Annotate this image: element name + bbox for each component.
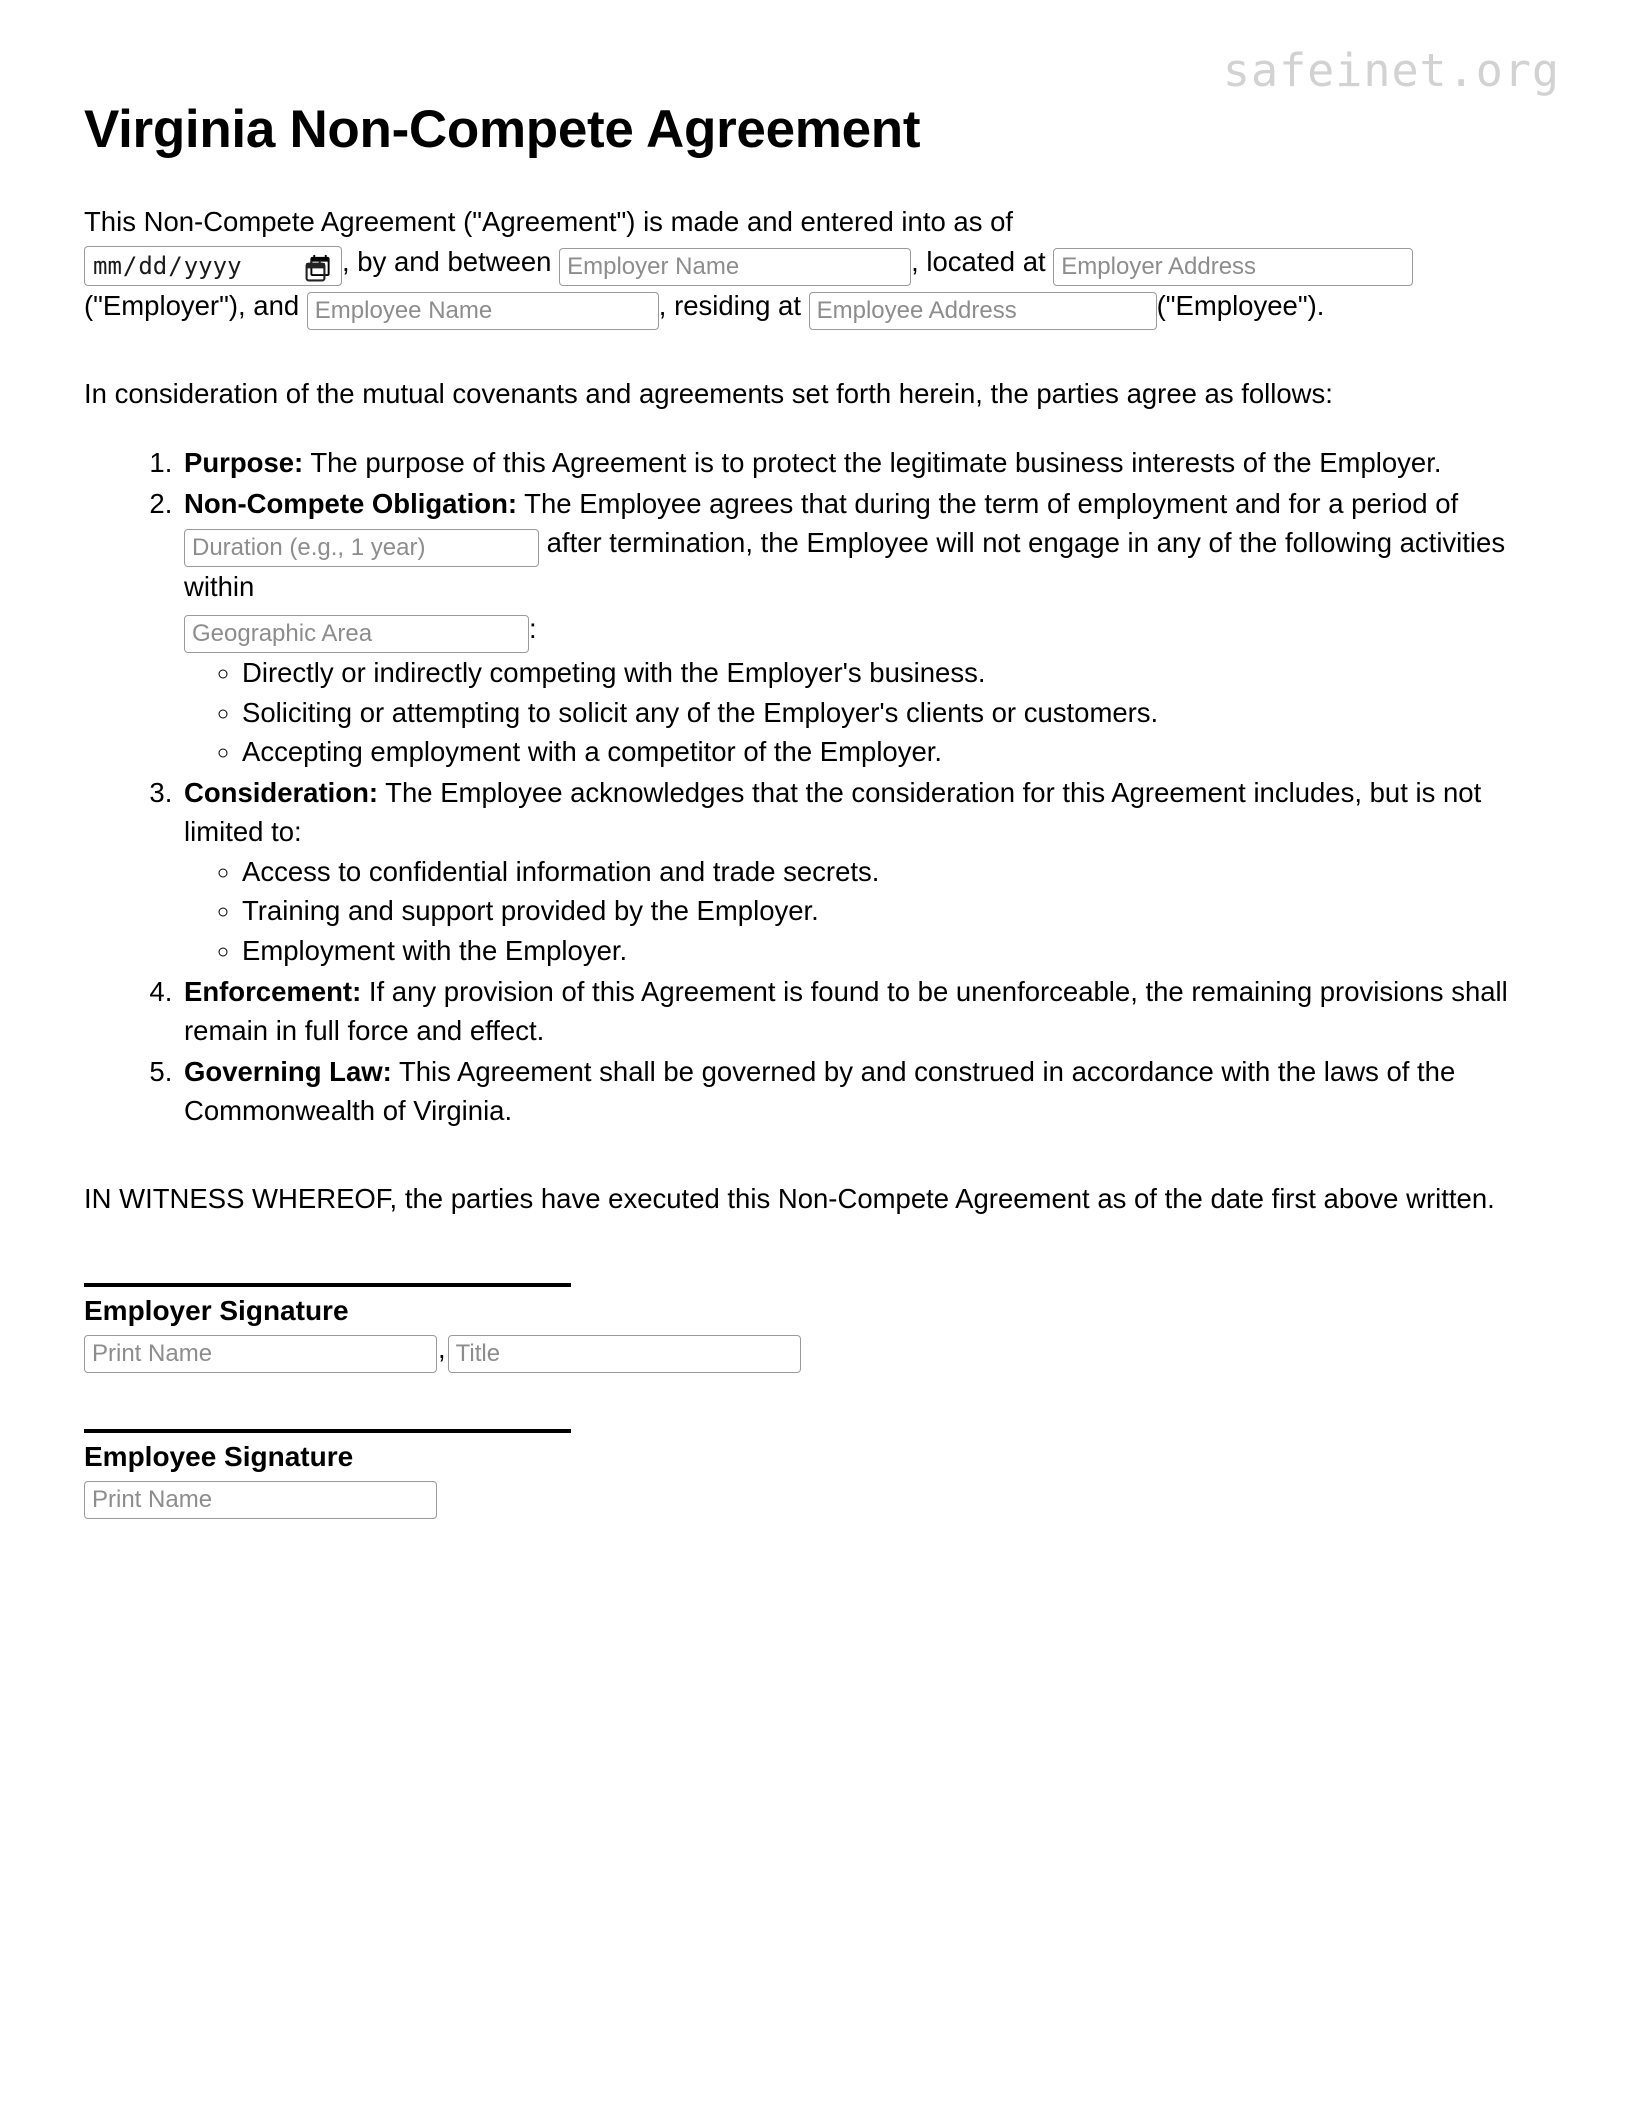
page-title: Virginia Non-Compete Agreement	[84, 100, 921, 159]
site-brand-watermark: safeinet.org	[1222, 44, 1560, 97]
list-item: ◦ Employment with the Employer.	[242, 931, 1560, 971]
employee-signature-line	[84, 1429, 571, 1433]
employer-print-name-input[interactable]	[84, 1335, 437, 1373]
intro-lead-text: This Non-Compete Agreement ("Agreement") is made and entered into as of	[84, 205, 1014, 237]
employer-signature-line	[84, 1283, 571, 1287]
term-item-governing-law	[180, 1052, 1560, 1131]
employee-print-name-input[interactable]	[84, 1481, 437, 1519]
term-label-enforcement: Enforcement:	[184, 975, 362, 1007]
term-text-enforcement: If any provision of this Agreement is found to be unenforceable, the remaining provisions shall remain in full force and effect.	[184, 975, 1508, 1047]
employee-address-input[interactable]	[809, 292, 1157, 330]
intro-after-date-text: , by and between	[342, 245, 552, 277]
term-item-enforcement	[180, 972, 1560, 1051]
intro-after-employer-address-text: ("Employer"), and	[84, 289, 300, 321]
agreement-date-wrapper	[84, 242, 342, 286]
term-label-purpose: Purpose:	[184, 447, 304, 479]
employee-signature-label: Employee Signature	[84, 1440, 354, 1472]
geographic-area-colon: :	[529, 612, 537, 644]
employer-title-input[interactable]	[448, 1335, 801, 1373]
employer-address-input[interactable]	[1053, 248, 1413, 286]
term-text-purpose: The purpose of this Agreement is to protect the legitimate business interests of the Employer.	[303, 447, 1442, 479]
non-compete-activity-list	[184, 653, 1560, 772]
employee-signature-fields	[84, 1481, 1560, 1519]
duration-input[interactable]	[184, 529, 539, 567]
term-text-consideration: The Employee acknowledges that the consideration for this Agreement includes, but is not limited to:	[184, 776, 1482, 848]
term-label-governing-law: Governing Law:	[184, 1055, 392, 1087]
term-label-consideration: Consideration:	[184, 776, 379, 808]
witness-paragraph: IN WITNESS WHEREOF, the parties have executed this Non-Compete Agreement as of the date first above written.	[84, 1183, 1495, 1215]
consideration-items-list	[184, 852, 1560, 971]
employee-name-input[interactable]	[307, 292, 659, 330]
employer-signature-block	[84, 1283, 1560, 1373]
intro-after-employer-name-text: , located at	[911, 245, 1046, 277]
consideration-intro-paragraph: In consideration of the mutual covenants and agreements set forth herein, the parties agree as follows:	[84, 377, 1333, 409]
list-item: ◦ Soliciting or attempting to solicit any of the Employer's clients or customers.	[242, 693, 1560, 733]
term-item-non-compete-obligation	[180, 484, 1560, 772]
term-item-consideration	[180, 773, 1560, 971]
term-item-purpose	[180, 443, 1560, 483]
term-text-before-duration: The Employee agrees that during the term of employment and for a period of	[517, 487, 1459, 519]
intro-after-employee-name-text: , residing at	[658, 289, 801, 321]
terms-list	[84, 443, 1560, 1131]
list-item: ◦ Accepting employment with a competitor of the Employer.	[242, 732, 1560, 772]
term-text-after-duration: after termination, the Employee will not engage in any of the following activities within	[184, 527, 1506, 603]
list-item: ◦ Training and support provided by the Employer.	[242, 891, 1560, 931]
employer-signature-label: Employer Signature	[84, 1294, 349, 1326]
intro-after-employee-address-text: ("Employee").	[1156, 289, 1325, 321]
employer-field-separator: ,	[438, 1332, 446, 1364]
list-item: ◦ Access to confidential information and trade secrets.	[242, 852, 1560, 892]
employee-signature-block	[84, 1429, 1560, 1519]
term-label-non-compete-obligation: Non-Compete Obligation:	[184, 487, 518, 519]
geographic-area-line	[184, 609, 1560, 653]
geographic-area-input[interactable]	[184, 615, 529, 653]
term-text-governing-law: This Agreement shall be governed by and construed in accordance with the laws of the Commonwealth of Virginia.	[184, 1055, 1456, 1127]
list-item: ◦ Directly or indirectly competing with the Employer's business.	[242, 653, 1560, 693]
intro-paragraph	[84, 202, 1560, 330]
employer-name-input[interactable]	[559, 248, 911, 286]
agreement-date-input[interactable]	[84, 246, 342, 286]
employer-signature-fields	[84, 1332, 1560, 1373]
